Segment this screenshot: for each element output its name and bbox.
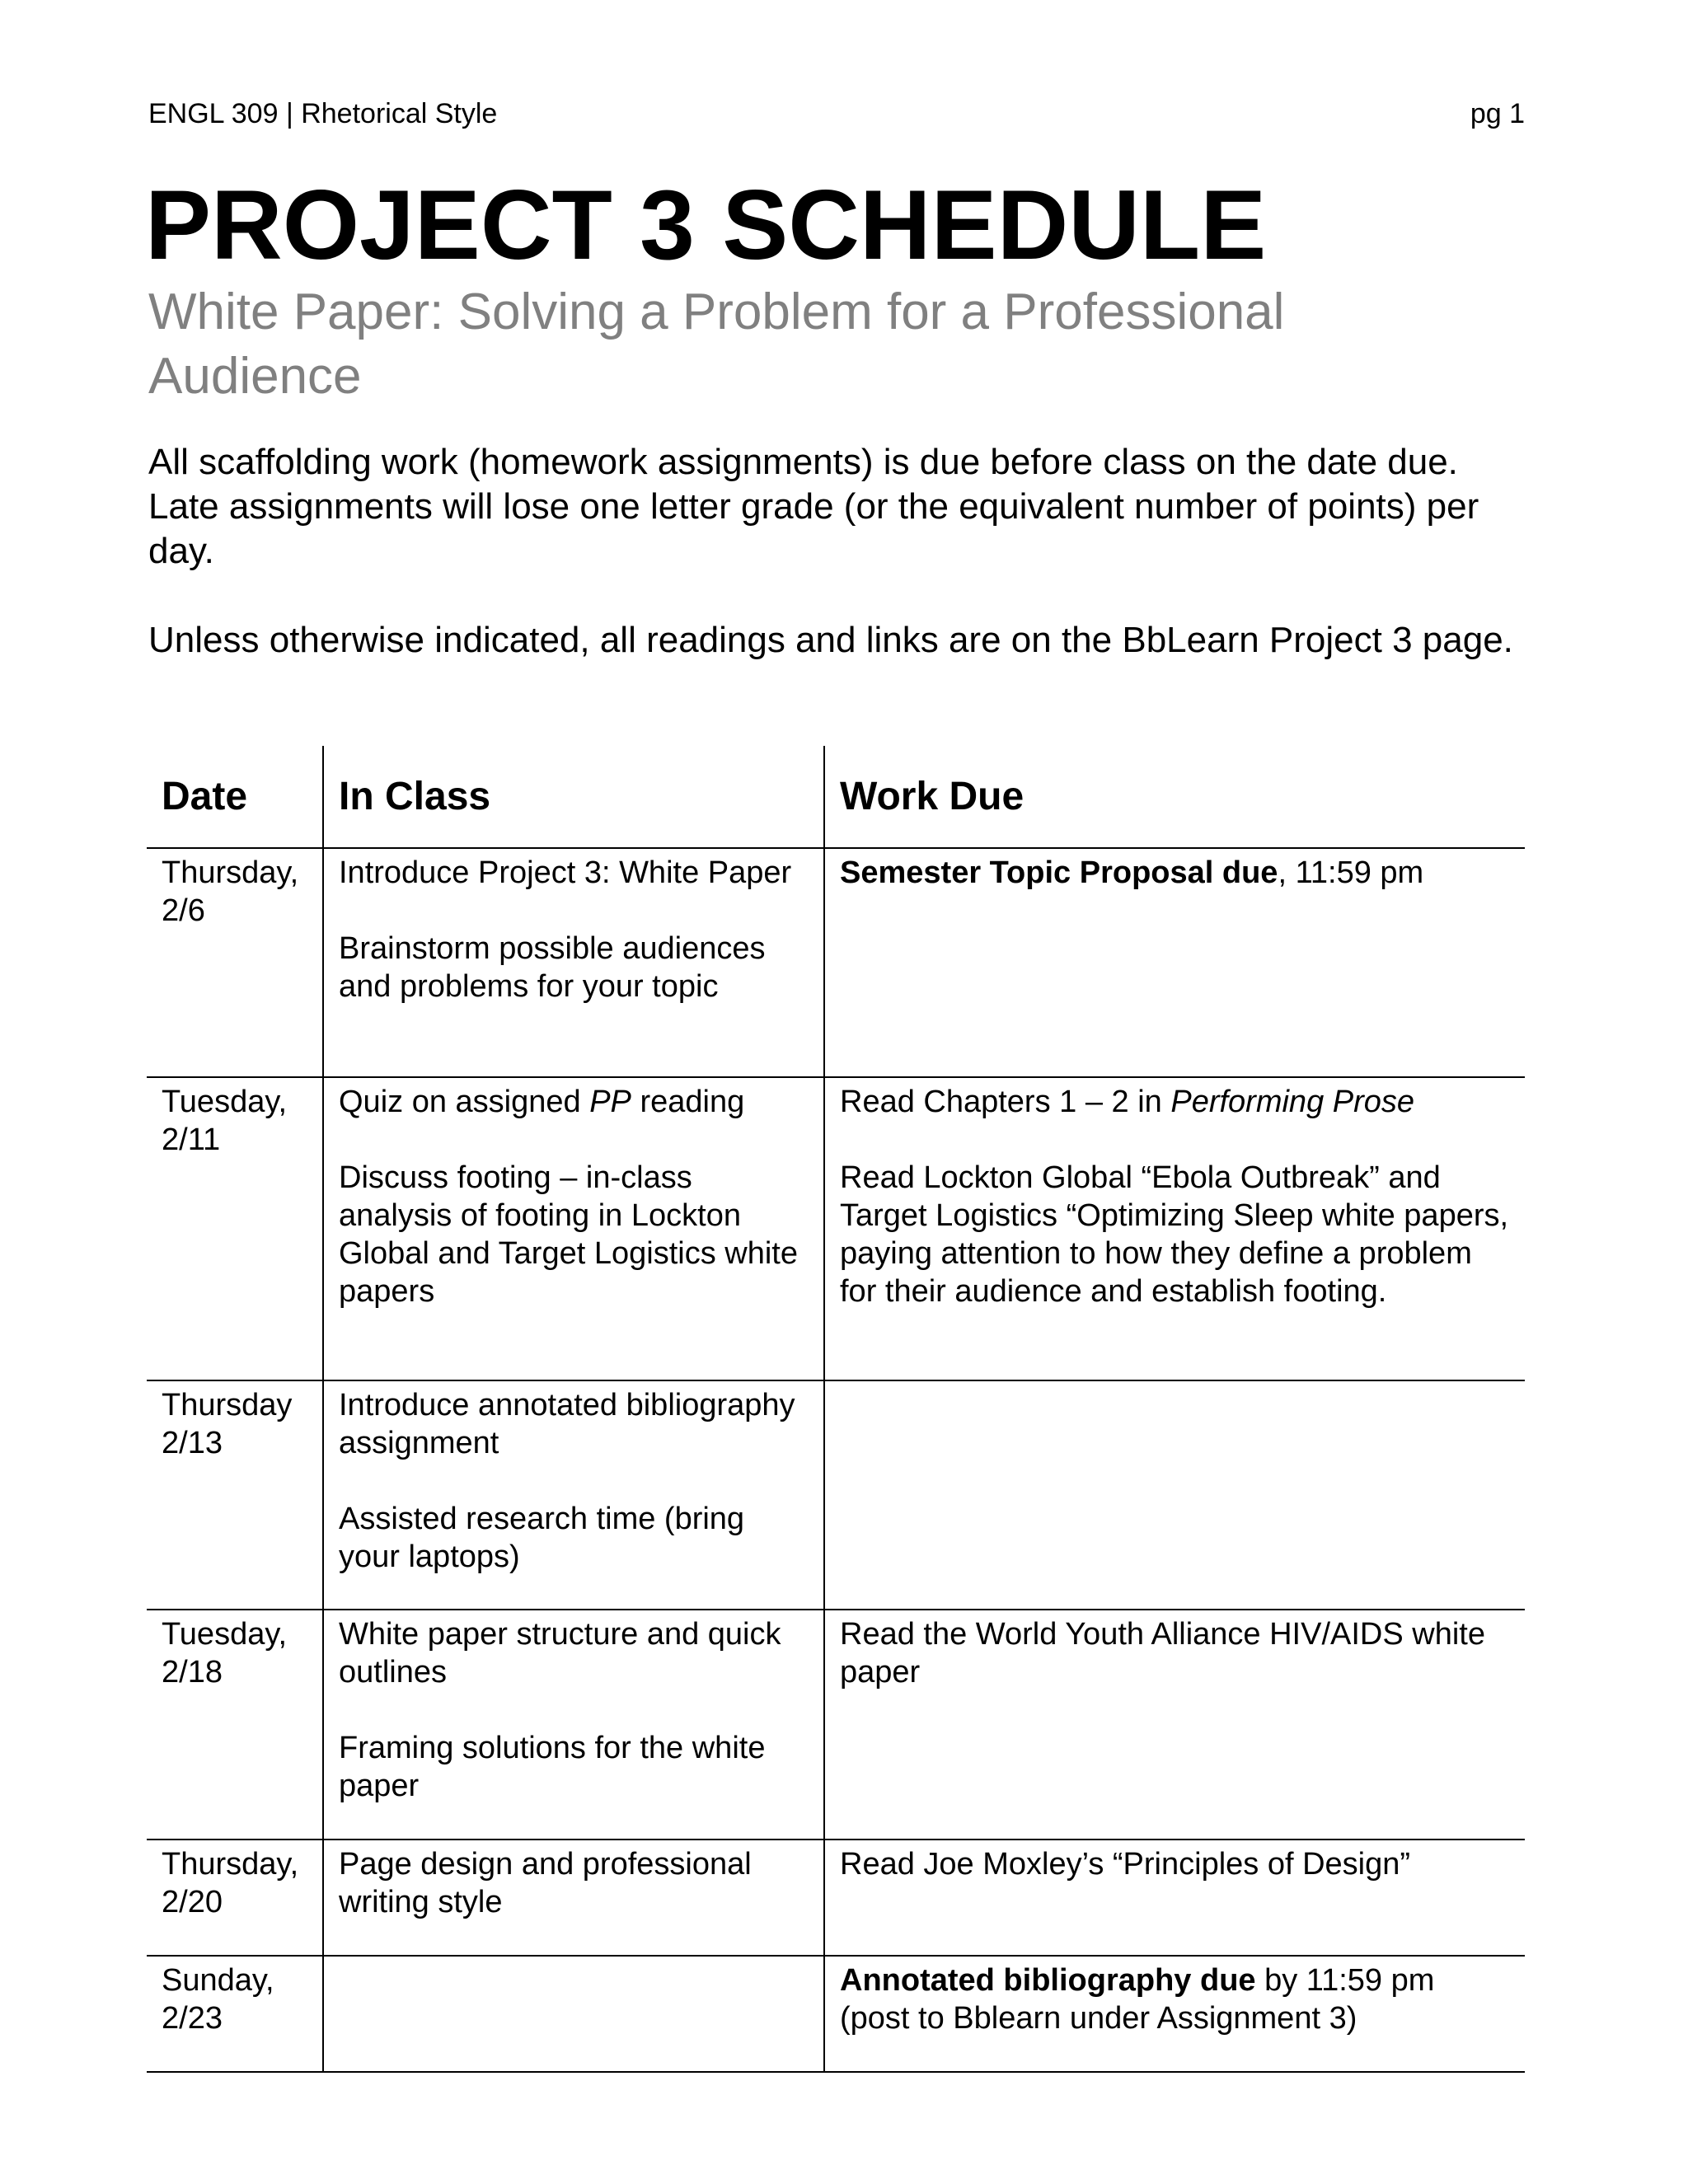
- in-class-cell: [323, 1840, 824, 1956]
- running-header: [148, 97, 1525, 130]
- in-class-cell: [323, 1077, 824, 1380]
- work-due-cell: [824, 1840, 1525, 1956]
- date-cell: Sunday, 2/23: [147, 1956, 323, 2072]
- text-run: Read Chapters 1 – 2 in: [840, 1085, 1171, 1119]
- in-class-item: Introduce Project 3: White Paper: [339, 855, 792, 890]
- in-class-cell: [323, 1380, 824, 1610]
- schedule-table: [147, 746, 1525, 2073]
- due-detail: , 11:59 pm: [1278, 855, 1424, 890]
- table-row: [147, 1077, 1525, 1380]
- work-due-cell: [824, 1380, 1525, 1610]
- work-due-cell: [824, 1077, 1525, 1380]
- table-row: [147, 1840, 1525, 1956]
- table-header-row: [147, 746, 1525, 848]
- text-run: Quiz on assigned: [339, 1085, 590, 1119]
- due-emphasis: Semester Topic Proposal due: [840, 855, 1278, 890]
- in-class-cell: [323, 848, 824, 1077]
- column-header-work-due: Work Due: [824, 746, 1525, 848]
- late-policy-paragraph: All scaffolding work (homework assignments) is due before class on the date due. Late assignments will lose one letter grade (or the equivalent number of points) per day.: [148, 442, 1479, 571]
- in-class-cell: [323, 1610, 824, 1840]
- date-cell: Thursday 2/13: [147, 1380, 323, 1610]
- in-class-item: Discuss footing – in-class analysis of footing in Lockton Global and Target Logistics white papers: [339, 1160, 798, 1309]
- readings-location-paragraph: Unless otherwise indicated, all readings and links are on the BbLearn Project 3 page.: [148, 620, 1513, 660]
- work-due-item: [840, 1083, 1510, 1121]
- date-cell: Tuesday, 2/11: [147, 1077, 323, 1380]
- text-run: reading: [631, 1085, 745, 1119]
- in-class-item: White paper structure and quick outlines: [339, 1617, 781, 1690]
- work-due-cell: [824, 848, 1525, 1077]
- work-due-item: Read Lockton Global “Ebola Outbreak” and Target Logistics “Optimizing Sleep white papers, paying attention to how they define a problem for their audience and establish footing.: [840, 1160, 1509, 1309]
- table-row: [147, 1956, 1525, 2072]
- page-title: PROJECT 3 SCHEDULE: [145, 170, 1267, 280]
- due-emphasis: Annotated bibliography due: [840, 1963, 1256, 1998]
- work-due-item: [840, 854, 1510, 892]
- date-cell: Tuesday, 2/18: [147, 1610, 323, 1840]
- in-class-item: Assisted research time (bring your laptops): [339, 1502, 745, 1574]
- column-header-date: Date: [147, 746, 323, 848]
- italic-title: Performing Prose: [1170, 1085, 1415, 1119]
- in-class-item: Framing solutions for the white paper: [339, 1731, 766, 1803]
- column-header-in-class: In Class: [323, 746, 824, 848]
- course-label: ENGL 309 | Rhetorical Style: [148, 98, 498, 129]
- in-class-item: Introduce annotated bibliography assignment: [339, 1388, 795, 1460]
- work-due-cell: [824, 1610, 1525, 1840]
- italic-title: PP: [589, 1085, 631, 1119]
- work-due-cell: [824, 1956, 1525, 2072]
- work-due-item: Read the World Youth Alliance HIV/AIDS white paper: [840, 1617, 1485, 1690]
- page-number: pg 1: [1470, 98, 1525, 129]
- work-due-item: [840, 1961, 1510, 2037]
- in-class-item: [339, 1083, 809, 1121]
- in-class-item: Brainstorm possible audiences and problems for your topic: [339, 931, 766, 1004]
- in-class-item: Page design and professional writing style: [339, 1847, 752, 1919]
- due-detail: by 11:59 pm (post to Bblearn under Assignment 3): [840, 1963, 1435, 2036]
- table-row: [147, 1380, 1525, 1610]
- in-class-cell: [323, 1956, 824, 2072]
- page-subtitle: White Paper: Solving a Problem for a Professional Audience: [148, 284, 1285, 405]
- work-due-item: Read Joe Moxley’s “Principles of Design”: [840, 1847, 1411, 1882]
- intro-section: [148, 440, 1517, 707]
- date-cell: Thursday, 2/6: [147, 848, 323, 1077]
- table-row: [147, 1610, 1525, 1840]
- table-row: [147, 848, 1525, 1077]
- date-cell: Thursday, 2/20: [147, 1840, 323, 1956]
